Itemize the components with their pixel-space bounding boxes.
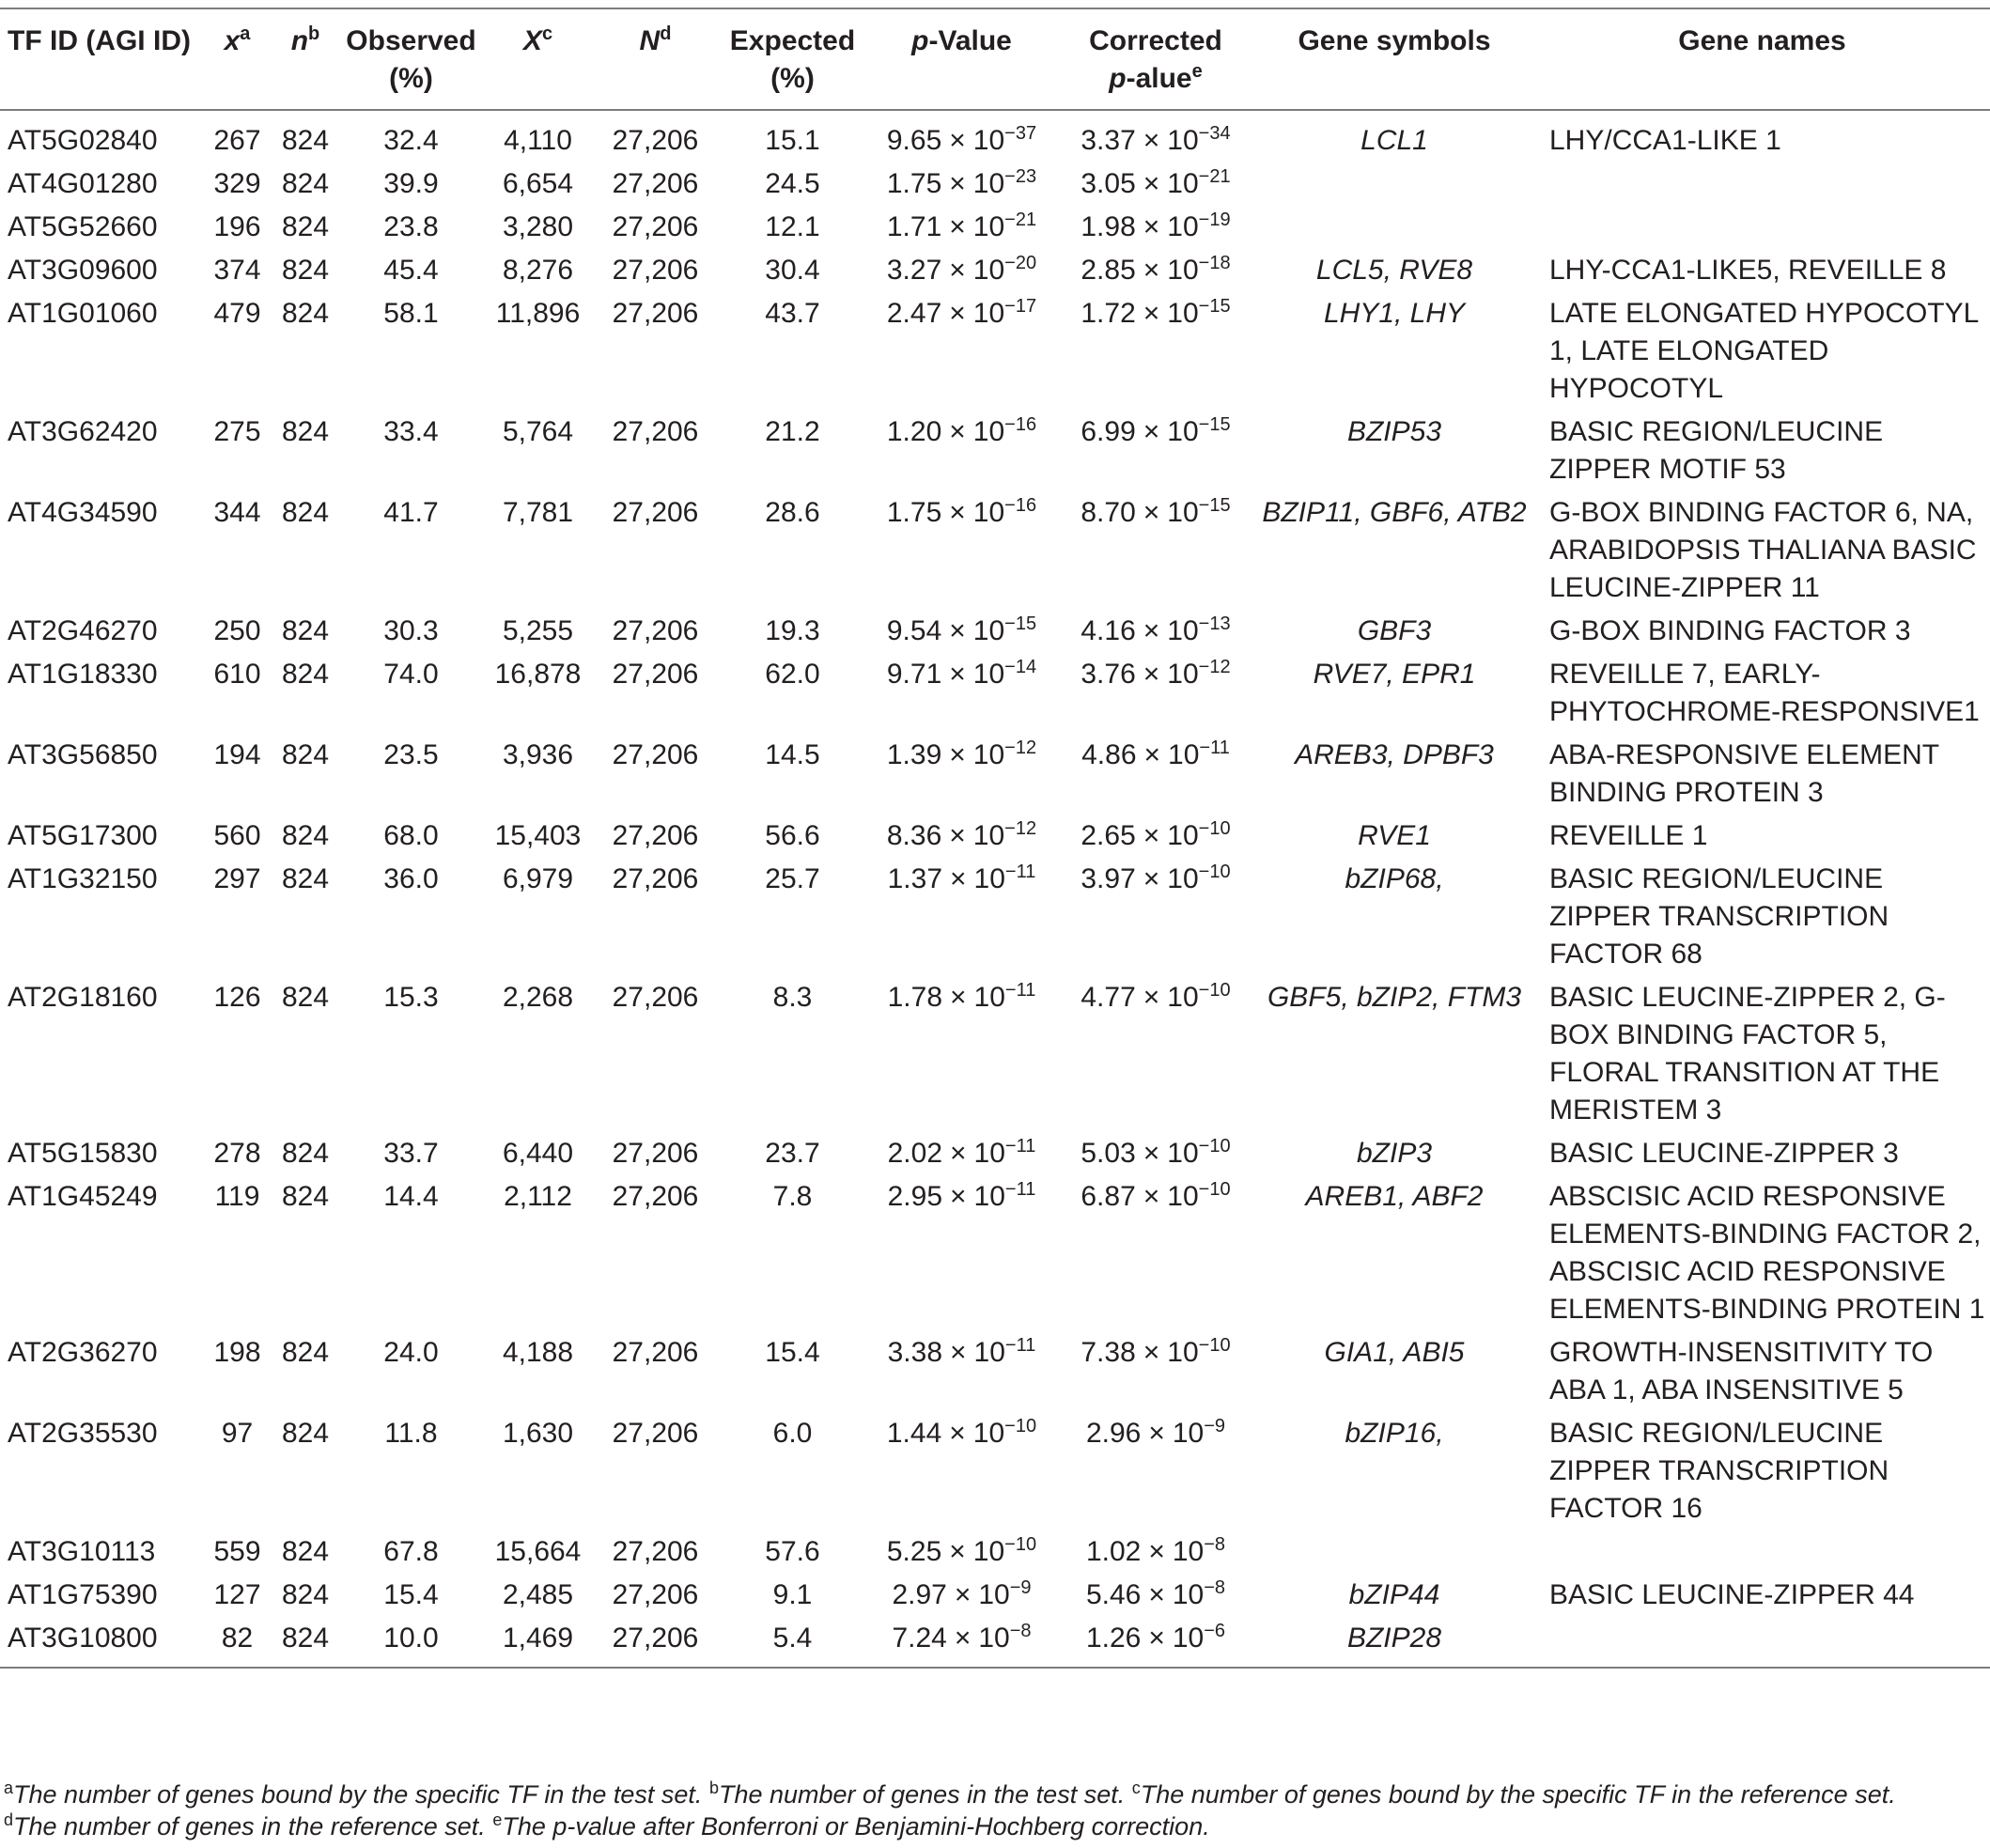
N-cell: 27,206 [612, 416, 699, 447]
observed-cell: 68.0 [383, 820, 439, 851]
expected-cell: 14.5 [765, 739, 820, 770]
x-cell: 119 [214, 1181, 260, 1212]
x-cell: 97 [221, 1418, 254, 1449]
p-value-cell: $1.75 \times 10^{-23}$ [886, 166, 1037, 199]
corrected-p-value-cell: $1.26 \times 10^{-6}$ [1085, 1621, 1226, 1654]
expected-cell: 25.7 [765, 863, 820, 894]
n-cell: 824 [281, 298, 330, 329]
p-value-cell: $3.27 \times 10^{-20}$ [886, 253, 1037, 286]
gene-symbols-cell: bZIP68, [1345, 863, 1444, 894]
N-cell: 27,206 [612, 982, 699, 1013]
X-cell: 6,654 [502, 168, 574, 199]
tf-id-cell: AT3G10800 [8, 1623, 158, 1654]
X-cell: 3,280 [502, 211, 574, 242]
tf-id-cell: AT1G75390 [8, 1579, 158, 1610]
header-X: $X^c$ [522, 23, 553, 56]
observed-cell: 11.8 [384, 1418, 438, 1449]
x-cell: 194 [213, 739, 261, 770]
tf-id-cell: AT2G18160 [8, 982, 158, 1013]
tf-id-cell: AT5G17300 [8, 820, 158, 851]
N-cell: 27,206 [612, 255, 699, 286]
p-value-cell: $7.24 \times 10^{-8}$ [892, 1621, 1032, 1654]
gene-names-cell: BASIC REGION/LEUCINE ZIPPER TRANSCRIPTION FACTOR 16 [1549, 1418, 1889, 1524]
n-cell: 824 [281, 168, 330, 199]
expected-cell: 7.8 [772, 1181, 813, 1212]
tf-id-cell: AT2G35530 [8, 1418, 158, 1449]
X-cell: 2,485 [502, 1579, 574, 1610]
p-value-cell: $1.71 \times 10^{-21}$ [886, 210, 1037, 242]
N-cell: 27,206 [612, 1181, 699, 1212]
p-value-cell: $1.20 \times 10^{-16}$ [886, 414, 1037, 447]
gene-symbols-cell: LCL5, RVE8 [1315, 255, 1473, 286]
observed-cell: 23.5 [383, 739, 439, 770]
X-cell: 3,936 [502, 739, 574, 770]
N-cell: 27,206 [612, 863, 699, 894]
corrected-p-value-cell: $8.70 \times 10^{-15}$ [1081, 495, 1231, 528]
expected-cell: 24.5 [765, 168, 820, 199]
n-cell: 824 [281, 125, 330, 156]
p-value-cell: $1.39 \times 10^{-12}$ [886, 738, 1037, 770]
x-cell: 126 [213, 982, 261, 1013]
x-cell: 479 [213, 298, 261, 329]
x-cell: 127 [213, 1579, 261, 1610]
table-row [0, 733, 1990, 814]
table-row [0, 110, 1990, 162]
table-row [0, 1573, 1990, 1616]
p-value-cell: $3.38 \times 10^{-11}$ [887, 1335, 1036, 1368]
x-cell: 267 [213, 125, 261, 156]
header-N: $N^d$ [639, 23, 672, 56]
p-value-cell: $8.36 \times 10^{-12}$ [886, 818, 1037, 851]
tf-id-cell: AT3G09600 [8, 255, 158, 286]
p-value-cell: $9.71 \times 10^{-14}$ [886, 657, 1037, 690]
p-value-cell: $1.75 \times 10^{-16}$ [886, 495, 1037, 528]
gene-symbols-cell [1254, 1530, 1534, 1573]
tf-id-cell: AT5G15830 [8, 1138, 158, 1169]
X-cell: 5,764 [502, 416, 574, 447]
gene-names-cell: G-BOX BINDING FACTOR 6, NA, ARABIDOPSIS THALIANA BASIC LEUCINE-ZIPPER 11 [1549, 497, 1977, 603]
footnote-line-2: $^d$The number of genes in the reference set. $^e$The p-value after Bonferroni or Benjamini-Hochberg correction. [4, 1810, 1210, 1840]
gene-names-cell: LHY-CCA1-LIKE5, REVEILLE 8 [1549, 255, 1947, 286]
expected-cell: 23.7 [765, 1138, 820, 1169]
expected-cell: 15.4 [765, 1337, 820, 1368]
n-cell: 824 [281, 1181, 330, 1212]
expected-cell: 9.1 [772, 1579, 813, 1610]
observed-cell: 30.3 [383, 615, 439, 646]
N-cell: 27,206 [612, 1623, 699, 1654]
table-row [0, 652, 1990, 733]
gene-names-cell [1534, 1616, 1990, 1668]
gene-symbols-cell: LHY1, LHY [1323, 298, 1466, 329]
x-cell: 559 [213, 1536, 261, 1567]
table-row [0, 291, 1990, 410]
expected-cell: 12.1 [765, 211, 820, 242]
expected-cell: 28.6 [765, 497, 820, 528]
tf-id-cell: AT1G01060 [8, 298, 158, 329]
expected-cell: 19.3 [765, 615, 820, 646]
gene-names-cell: G-BOX BINDING FACTOR 3 [1549, 615, 1911, 646]
gene-symbols-cell: LCL1 [1360, 125, 1428, 156]
N-cell: 27,206 [612, 211, 699, 242]
p-value-cell: $2.95 \times 10^{-11}$ [887, 1179, 1036, 1212]
gene-symbols-cell: BZIP28 [1346, 1623, 1442, 1654]
tf-id-cell: AT2G46270 [8, 615, 158, 646]
header-x: $x^a$ [224, 23, 251, 56]
corrected-p-value-cell: $2.96 \times 10^{-9}$ [1085, 1416, 1226, 1449]
observed-cell: 14.4 [383, 1181, 439, 1212]
n-cell: 824 [281, 255, 330, 286]
table-row [0, 814, 1990, 857]
N-cell: 27,206 [612, 1337, 699, 1368]
header-gene-symbols: Gene symbols [1298, 25, 1491, 56]
x-cell: 297 [213, 863, 261, 894]
p-value-cell: $1.37 \times 10^{-11}$ [887, 862, 1036, 894]
X-cell: 16,878 [494, 659, 582, 690]
header-n: $n^b$ [290, 23, 320, 56]
expected-cell: 57.6 [765, 1536, 820, 1567]
gene-names-cell [1534, 1530, 1990, 1573]
table-row [0, 248, 1990, 291]
table-row [0, 205, 1990, 248]
header-p-value: p-Value [911, 25, 1012, 56]
gene-names-cell: ABA-RESPONSIVE ELEMENT BINDING PROTEIN 3 [1549, 739, 1939, 808]
corrected-p-value-cell: $4.16 \times 10^{-13}$ [1081, 613, 1231, 646]
gene-symbols-cell: AREB1, ABF2 [1305, 1181, 1484, 1212]
X-cell: 8,276 [502, 255, 574, 286]
tf-id-cell: AT1G45249 [8, 1181, 158, 1212]
gene-symbols-cell: AREB3, DPBF3 [1295, 739, 1494, 770]
header-expected: Expected (%) [729, 25, 856, 94]
expected-cell: 15.1 [765, 125, 820, 156]
observed-cell: 36.0 [383, 863, 439, 894]
n-cell: 824 [281, 739, 330, 770]
X-cell: 15,403 [494, 820, 582, 851]
gene-symbols-cell: GBF5, bZIP2, FTM3 [1267, 982, 1522, 1013]
x-cell: 610 [213, 659, 261, 690]
X-cell: 1,630 [502, 1418, 574, 1449]
corrected-p-value-cell: $6.87 \times 10^{-10}$ [1081, 1179, 1231, 1212]
data-table [0, 8, 1990, 1669]
X-cell: 11,896 [495, 298, 581, 329]
p-value-cell: $1.44 \times 10^{-10}$ [886, 1416, 1037, 1449]
gene-names-cell: REVEILLE 1 [1549, 820, 1708, 851]
expected-cell: 21.2 [765, 416, 820, 447]
table-footnotes [4, 1778, 1988, 1842]
X-cell: 2,268 [502, 982, 574, 1013]
table-row [0, 975, 1990, 1131]
tf-id-cell: AT1G18330 [8, 659, 158, 690]
n-cell: 824 [281, 1418, 330, 1449]
corrected-p-value-cell: $4.86 \times 10^{-11}$ [1081, 738, 1230, 770]
x-cell: 82 [221, 1623, 254, 1654]
header-observed: Observed (%) [346, 25, 476, 94]
n-cell: 824 [281, 982, 330, 1013]
table-header [0, 8, 1990, 110]
expected-cell: 56.6 [765, 820, 820, 851]
N-cell: 27,206 [612, 1138, 699, 1169]
gene-symbols-cell: RVE1 [1358, 820, 1431, 851]
table-row [0, 162, 1990, 205]
table-row [0, 1174, 1990, 1330]
expected-cell: 8.3 [772, 982, 813, 1013]
p-value-cell: $9.54 \times 10^{-15}$ [886, 613, 1037, 646]
table-row [0, 1411, 1990, 1530]
observed-cell: 32.4 [383, 125, 439, 156]
gene-symbols-cell: BZIP53 [1346, 416, 1442, 447]
observed-cell: 24.0 [383, 1337, 439, 1368]
header-tf-id: TF ID (AGI ID) [8, 25, 191, 56]
x-cell: 374 [213, 255, 261, 286]
table-row [0, 857, 1990, 975]
p-value-cell: $9.65 \times 10^{-37}$ [886, 123, 1037, 156]
gene-names-cell: BASIC LEUCINE-ZIPPER 44 [1549, 1579, 1915, 1610]
n-cell: 824 [281, 820, 330, 851]
gene-symbols-cell: GIA1, ABI5 [1324, 1337, 1465, 1368]
table-row [0, 609, 1990, 652]
X-cell: 7,781 [502, 497, 574, 528]
expected-cell: 30.4 [765, 255, 820, 286]
x-cell: 560 [213, 820, 261, 851]
observed-cell: 45.4 [383, 255, 439, 286]
N-cell: 27,206 [612, 168, 699, 199]
corrected-p-value-cell: $4.77 \times 10^{-10}$ [1081, 980, 1231, 1013]
observed-cell: 15.4 [383, 1579, 439, 1610]
corrected-p-value-cell: $1.02 \times 10^{-8}$ [1085, 1534, 1226, 1567]
x-cell: 250 [213, 615, 261, 646]
table-row [0, 490, 1990, 609]
table-row [0, 1530, 1990, 1573]
tf-id-cell: AT1G32150 [8, 863, 158, 894]
tf-id-cell: AT3G62420 [8, 416, 158, 447]
corrected-p-value-cell: $6.99 \times 10^{-15}$ [1081, 414, 1231, 447]
corrected-p-value-cell: $5.03 \times 10^{-10}$ [1081, 1136, 1231, 1169]
N-cell: 27,206 [612, 1579, 699, 1610]
tf-id-cell: AT5G52660 [8, 211, 158, 242]
gene-names-cell: GROWTH-INSENSITIVITY TO ABA 1, ABA INSENSITIVE 5 [1549, 1337, 1934, 1405]
observed-cell: 33.4 [383, 416, 439, 447]
corrected-p-value-cell: $2.65 \times 10^{-10}$ [1081, 818, 1231, 851]
gene-symbols-cell [1254, 162, 1534, 205]
expected-cell: 43.7 [765, 298, 820, 329]
tf-id-cell: AT2G36270 [8, 1337, 158, 1368]
p-value-cell: $2.97 \times 10^{-9}$ [892, 1577, 1032, 1610]
corrected-p-value-cell: $1.72 \times 10^{-15}$ [1081, 296, 1231, 329]
gene-names-cell: LHY/CCA1-LIKE 1 [1549, 125, 1781, 156]
corrected-p-value-cell: $3.97 \times 10^{-10}$ [1081, 862, 1231, 894]
n-cell: 824 [281, 1337, 330, 1368]
n-cell: 824 [281, 416, 330, 447]
table-row [0, 410, 1990, 490]
N-cell: 27,206 [612, 615, 699, 646]
table-row [0, 1616, 1990, 1668]
p-value-cell: $5.25 \times 10^{-10}$ [886, 1534, 1037, 1567]
table-body [0, 110, 1990, 1668]
N-cell: 27,206 [612, 820, 699, 851]
n-cell: 824 [281, 1623, 330, 1654]
observed-cell: 41.7 [383, 497, 439, 528]
p-value-cell: $2.02 \times 10^{-11}$ [887, 1136, 1036, 1169]
gene-symbols-cell: BZIP11, GBF6, ATB2 [1262, 497, 1527, 528]
header-corrected-p-value: Corrected p-alue$^e$ [1089, 25, 1222, 94]
tf-id-cell: AT5G02840 [8, 125, 158, 156]
corrected-p-value-cell: $2.85 \times 10^{-18}$ [1081, 253, 1231, 286]
X-cell: 4,110 [504, 125, 572, 156]
gene-symbols-cell: RVE7, EPR1 [1313, 659, 1476, 690]
observed-cell: 74.0 [383, 659, 439, 690]
footnote-line-1: $^a$The number of genes bound by the specific TF in the test set. $^b$The number of genes in the test set. $^c$The number of genes bound by the specific TF in the reference set. [4, 1778, 1896, 1809]
gene-symbols-cell: bZIP3 [1356, 1138, 1433, 1169]
tf-id-cell: AT3G56850 [8, 739, 158, 770]
N-cell: 27,206 [612, 497, 699, 528]
corrected-p-value-cell: $3.76 \times 10^{-12}$ [1081, 657, 1231, 690]
tf-id-cell: AT4G34590 [8, 497, 158, 528]
X-cell: 1,469 [502, 1623, 574, 1654]
table-row [0, 1131, 1990, 1174]
X-cell: 6,440 [502, 1138, 574, 1169]
header-gene-names: Gene names [1678, 25, 1846, 56]
N-cell: 27,206 [612, 739, 699, 770]
p-value-cell: $2.47 \times 10^{-17}$ [886, 296, 1037, 329]
gene-names-cell [1534, 162, 1990, 205]
n-cell: 824 [281, 863, 330, 894]
X-cell: 4,188 [502, 1337, 574, 1368]
observed-cell: 10.0 [383, 1623, 439, 1654]
gene-names-cell: LATE ELONGATED HYPOCOTYL 1, LATE ELONGATED HYPOCOTYL [1549, 298, 1979, 404]
gene-names-cell [1534, 205, 1990, 248]
expected-cell: 5.4 [772, 1623, 813, 1654]
gene-symbols-cell: GBF3 [1357, 615, 1432, 646]
X-cell: 15,664 [494, 1536, 582, 1567]
N-cell: 27,206 [612, 298, 699, 329]
observed-cell: 39.9 [383, 168, 439, 199]
n-cell: 824 [281, 659, 330, 690]
gene-symbols-cell [1254, 205, 1534, 248]
corrected-p-value-cell: $5.46 \times 10^{-8}$ [1085, 1577, 1226, 1610]
n-cell: 824 [281, 1138, 330, 1169]
x-cell: 344 [213, 497, 261, 528]
gene-names-cell: BASIC REGION/LEUCINE ZIPPER MOTIF 53 [1549, 416, 1884, 485]
observed-cell: 67.8 [383, 1536, 439, 1567]
gene-symbols-cell: bZIP16, [1345, 1418, 1444, 1449]
p-value-cell: $1.78 \times 10^{-11}$ [887, 980, 1036, 1013]
x-cell: 278 [213, 1138, 261, 1169]
n-cell: 824 [281, 1536, 330, 1567]
observed-cell: 58.1 [383, 298, 439, 329]
corrected-p-value-cell: $3.37 \times 10^{-34}$ [1081, 123, 1231, 156]
n-cell: 824 [281, 615, 330, 646]
gene-names-cell: ABSCISIC ACID RESPONSIVE ELEMENTS-BINDING FACTOR 2, ABSCISIC ACID RESPONSIVE ELEMENTS-BINDING PROTEIN 1 [1549, 1181, 1985, 1325]
gene-names-cell: BASIC LEUCINE-ZIPPER 3 [1549, 1138, 1899, 1169]
corrected-p-value-cell: $7.38 \times 10^{-10}$ [1081, 1335, 1231, 1368]
expected-cell: 62.0 [765, 659, 820, 690]
tf-enrichment-table [0, 8, 1990, 1669]
x-cell: 196 [213, 211, 261, 242]
N-cell: 27,206 [612, 125, 699, 156]
gene-names-cell: REVEILLE 7, EARLY-PHYTOCHROME-RESPONSIVE1 [1549, 659, 1980, 727]
x-cell: 198 [213, 1337, 261, 1368]
N-cell: 27,206 [612, 1536, 699, 1567]
n-cell: 824 [281, 497, 330, 528]
corrected-p-value-cell: $3.05 \times 10^{-21}$ [1081, 166, 1231, 199]
X-cell: 2,112 [504, 1181, 572, 1212]
N-cell: 27,206 [612, 1418, 699, 1449]
gene-names-cell: BASIC LEUCINE-ZIPPER 2, G-BOX BINDING FACTOR 5, FLORAL TRANSITION AT THE MERISTEM 3 [1549, 982, 1946, 1126]
observed-cell: 23.8 [383, 211, 439, 242]
n-cell: 824 [281, 211, 330, 242]
observed-cell: 15.3 [383, 982, 439, 1013]
gene-names-cell: BASIC REGION/LEUCINE ZIPPER TRANSCRIPTION FACTOR 68 [1549, 863, 1889, 970]
expected-cell: 6.0 [772, 1418, 813, 1449]
corrected-p-value-cell: $1.98 \times 10^{-19}$ [1081, 210, 1231, 242]
X-cell: 5,255 [502, 615, 574, 646]
X-cell: 6,979 [502, 863, 574, 894]
n-cell: 824 [281, 1579, 330, 1610]
tf-id-cell: AT3G10113 [8, 1536, 156, 1567]
table-row [0, 1330, 1990, 1411]
observed-cell: 33.7 [383, 1138, 439, 1169]
x-cell: 329 [213, 168, 261, 199]
N-cell: 27,206 [612, 659, 699, 690]
tf-id-cell: AT4G01280 [8, 168, 158, 199]
x-cell: 275 [213, 416, 261, 447]
gene-symbols-cell: bZIP44 [1348, 1579, 1440, 1610]
